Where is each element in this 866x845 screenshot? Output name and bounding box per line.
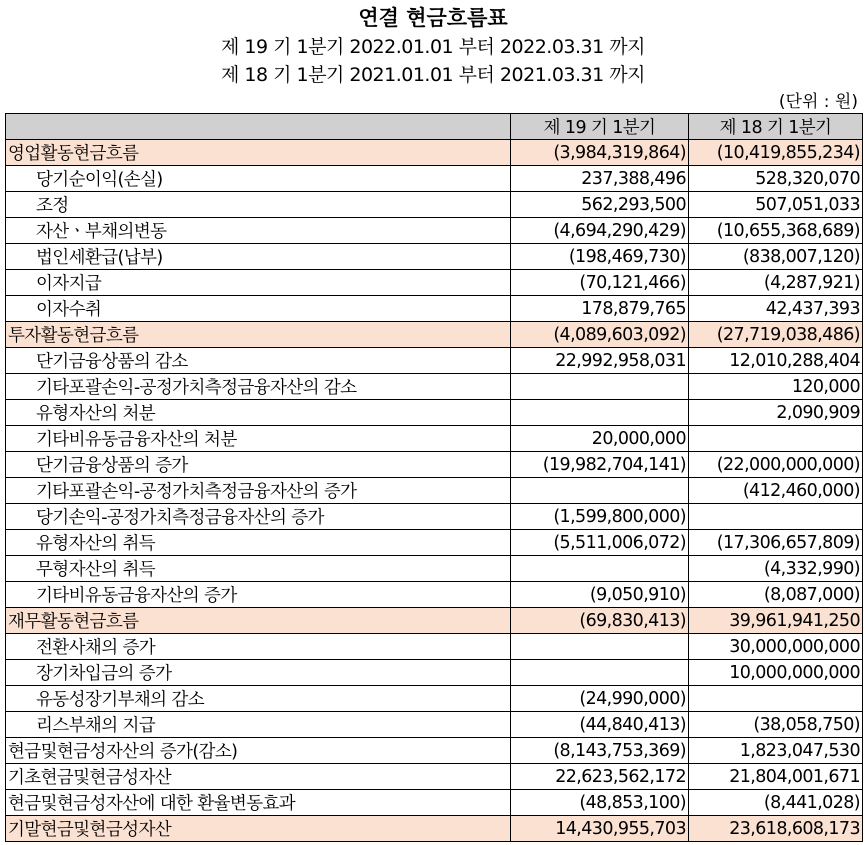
row-label: 현금및현금성자산에 대한 환율변동효과 xyxy=(6,790,511,816)
table-row xyxy=(6,634,863,660)
prior-period-value: (17,306,657,809) xyxy=(689,530,863,556)
row-label: 장기차입금의 증가 xyxy=(6,660,511,686)
current-period-value xyxy=(511,400,689,426)
section-row xyxy=(6,816,863,842)
current-period-value: 237,388,496 xyxy=(511,166,689,192)
row-label: 리스부채의 지급 xyxy=(6,712,511,738)
table-row xyxy=(6,660,863,686)
current-period-value xyxy=(511,556,689,582)
prior-period-value: (8,441,028) xyxy=(689,790,863,816)
row-label: 기초현금및현금성자산 xyxy=(6,764,511,790)
header-label xyxy=(6,114,511,140)
row-label: 기타포괄손익-공정가치측정금융자산의 감소 xyxy=(6,374,511,400)
prior-period-value: (10,419,855,234) xyxy=(689,140,863,166)
row-label: 현금및현금성자산의 증가(감소) xyxy=(6,738,511,764)
table-row xyxy=(6,686,863,712)
period-current: 제 19 기 1분기 2022.01.01 부터 2022.03.31 까지 xyxy=(221,36,645,58)
period-prior: 제 18 기 1분기 2021.01.01 부터 2021.03.31 까지 xyxy=(221,64,645,86)
current-period-value: 22,623,562,172 xyxy=(511,764,689,790)
prior-period-value xyxy=(689,504,863,530)
row-label: 전환사채의 증가 xyxy=(6,634,511,660)
row-label: 기타비유동금융자산의 증가 xyxy=(6,582,511,608)
prior-period-value xyxy=(689,426,863,452)
current-period-value: (5,511,006,072) xyxy=(511,530,689,556)
header-prior-period: 제 18 기 1분기 xyxy=(689,114,863,140)
current-period-value: (9,050,910) xyxy=(511,582,689,608)
prior-period-value: (838,007,120) xyxy=(689,244,863,270)
row-label: 조정 xyxy=(6,192,511,218)
section-row xyxy=(6,140,863,166)
current-period-value: (48,853,100) xyxy=(511,790,689,816)
page-title: 연결 현금흐름표 xyxy=(358,6,508,30)
current-period-value: (4,089,603,092) xyxy=(511,322,689,348)
row-label: 투자활동현금흐름 xyxy=(6,322,511,348)
table-row xyxy=(6,738,863,764)
table-row xyxy=(6,270,863,296)
current-period-value: (70,121,466) xyxy=(511,270,689,296)
section-row xyxy=(6,322,863,348)
current-period-value xyxy=(511,634,689,660)
prior-period-value: 21,804,001,671 xyxy=(689,764,863,790)
row-label: 이자지급 xyxy=(6,270,511,296)
row-label: 당기순이익(손실) xyxy=(6,166,511,192)
prior-period-value: (8,087,000) xyxy=(689,582,863,608)
current-period-value: 22,992,958,031 xyxy=(511,348,689,374)
header-current-period: 제 19 기 1분기 xyxy=(511,114,689,140)
current-period-value: 14,430,955,703 xyxy=(511,816,689,842)
prior-period-value: 1,823,047,530 xyxy=(689,738,863,764)
prior-period-value: (10,655,368,689) xyxy=(689,218,863,244)
current-period-value xyxy=(511,660,689,686)
table-row xyxy=(6,478,863,504)
prior-period-value: 23,618,608,173 xyxy=(689,816,863,842)
prior-period-value: 12,010,288,404 xyxy=(689,348,863,374)
current-period-value: (8,143,753,369) xyxy=(511,738,689,764)
cash-flow-table xyxy=(5,113,863,842)
prior-period-value: 42,437,393 xyxy=(689,296,863,322)
table-row xyxy=(6,400,863,426)
current-period-value: 178,879,765 xyxy=(511,296,689,322)
prior-period-value: 120,000 xyxy=(689,374,863,400)
row-label: 기타비유동금융자산의 처분 xyxy=(6,426,511,452)
row-label: 유형자산의 취득 xyxy=(6,530,511,556)
current-period-value xyxy=(511,374,689,400)
row-label: 법인세환급(납부) xyxy=(6,244,511,270)
row-label: 당기손익-공정가치측정금융자산의 증가 xyxy=(6,504,511,530)
row-label: 유동성장기부채의 감소 xyxy=(6,686,511,712)
table-row xyxy=(6,218,863,244)
prior-period-value: (4,332,990) xyxy=(689,556,863,582)
current-period-value: 562,293,500 xyxy=(511,192,689,218)
table-row xyxy=(6,374,863,400)
current-period-value: (4,694,290,429) xyxy=(511,218,689,244)
header-row xyxy=(6,114,863,140)
row-label: 단기금융상품의 증가 xyxy=(6,452,511,478)
table-row xyxy=(6,296,863,322)
row-label: 단기금융상품의 감소 xyxy=(6,348,511,374)
row-label: 재무활동현금흐름 xyxy=(6,608,511,634)
current-period-value: 20,000,000 xyxy=(511,426,689,452)
current-period-value: (24,990,000) xyxy=(511,686,689,712)
current-period-value xyxy=(511,478,689,504)
table-row xyxy=(6,426,863,452)
table-row xyxy=(6,712,863,738)
table-row xyxy=(6,504,863,530)
current-period-value: (44,840,413) xyxy=(511,712,689,738)
section-row xyxy=(6,608,863,634)
row-label: 유형자산의 처분 xyxy=(6,400,511,426)
prior-period-value: 528,320,070 xyxy=(689,166,863,192)
prior-period-value: (4,287,921) xyxy=(689,270,863,296)
prior-period-value: (412,460,000) xyxy=(689,478,863,504)
table-row xyxy=(6,530,863,556)
prior-period-value xyxy=(689,686,863,712)
table-row xyxy=(6,790,863,816)
table-row xyxy=(6,582,863,608)
unit-label: (단위 : 원) xyxy=(778,92,858,112)
prior-period-value: (38,058,750) xyxy=(689,712,863,738)
current-period-value: (69,830,413) xyxy=(511,608,689,634)
prior-period-value: 10,000,000,000 xyxy=(689,660,863,686)
prior-period-value: 39,961,941,250 xyxy=(689,608,863,634)
row-label: 기말현금및현금성자산 xyxy=(6,816,511,842)
row-label: 자산ㆍ부채의변동 xyxy=(6,218,511,244)
prior-period-value: 30,000,000,000 xyxy=(689,634,863,660)
table-row xyxy=(6,452,863,478)
table-row xyxy=(6,348,863,374)
row-label: 영업활동현금흐름 xyxy=(6,140,511,166)
table-row xyxy=(6,244,863,270)
row-label: 기타포괄손익-공정가치측정금융자산의 증가 xyxy=(6,478,511,504)
prior-period-value: 2,090,909 xyxy=(689,400,863,426)
prior-period-value: (22,000,000,000) xyxy=(689,452,863,478)
current-period-value: (198,469,730) xyxy=(511,244,689,270)
row-label: 이자수취 xyxy=(6,296,511,322)
table-row xyxy=(6,764,863,790)
table-row xyxy=(6,166,863,192)
row-label: 무형자산의 취득 xyxy=(6,556,511,582)
current-period-value: (3,984,319,864) xyxy=(511,140,689,166)
table-row xyxy=(6,556,863,582)
current-period-value: (19,982,704,141) xyxy=(511,452,689,478)
prior-period-value: 507,051,033 xyxy=(689,192,863,218)
table-row xyxy=(6,192,863,218)
prior-period-value: (27,719,038,486) xyxy=(689,322,863,348)
current-period-value: (1,599,800,000) xyxy=(511,504,689,530)
